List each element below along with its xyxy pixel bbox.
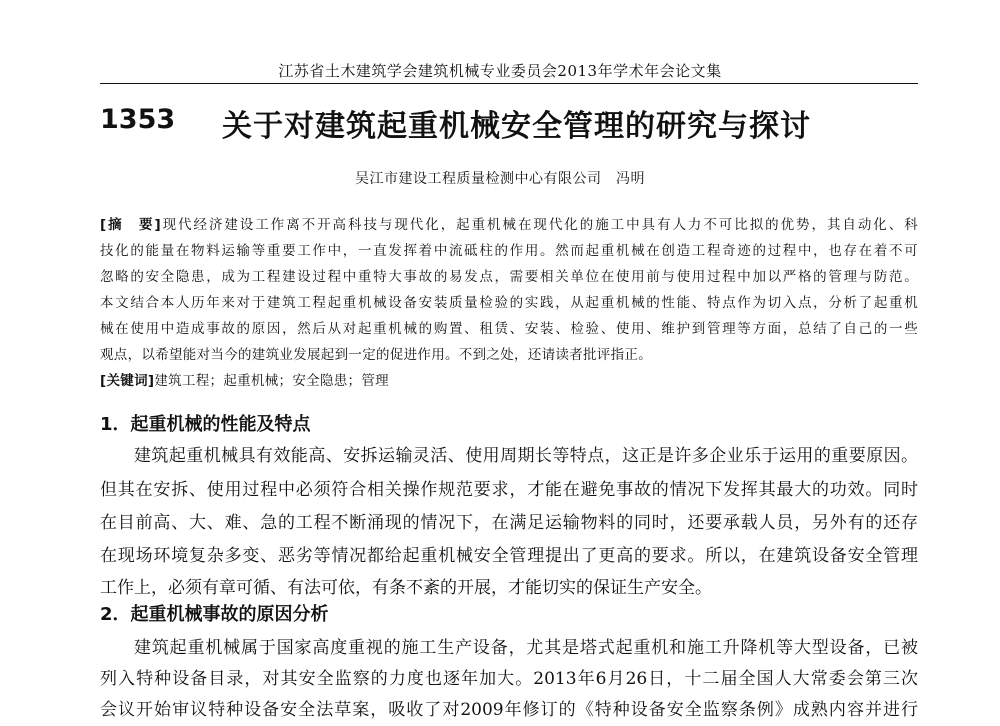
author-line [0,168,1000,188]
body-line: 在现场环境复杂多变、恶劣等情况都给起重机械安全管理提出了更高的要求。所以，在建筑设备安全管理 [100,546,918,566]
keywords-text: 建筑工程；起重机械；安全隐患；管理 [154,373,389,389]
abstract-label: [摘 要] [100,217,161,233]
body-line: 列入特种设备目录，对其安全监察的力度也逐年加大。2013年6月26日，十二届全国人大常委会第三次 [100,669,918,689]
abstract-line: 本文结合本人历年来对于建筑工程起重机械设备安装质量检验的实践，从起重机械的性能、特点作为切入点，分析了起重机 [100,295,918,311]
body-line: 建筑起重机械属于国家高度重视的施工生产设备，尤其是塔式起重机和施工升降机等大型设备，已被 [134,638,918,658]
body-line: 在目前高、大、难、急的工程不断涌现的情况下，在满足运输物料的同时，还要承载人员，另外有的还存 [100,513,918,533]
keywords-line [100,369,918,389]
body-line: 会议开始审议特种设备安全法草案，吸收了对2009年修订的《特种设备安全监察条例》成熟内容并进行 [100,700,918,720]
running-header: 江苏省土木建筑学会建筑机械专业委员会2013年学术年会论文集 [278,62,722,80]
abstract-line: 技化的能量在物料运输等重要工作中，一直发挥着中流砥柱的作用。然而起重机械在创造工程奇迹的过程中，也存在着不可 [100,243,918,259]
abstract-line: 忽略的安全隐患，成为工程建设过程中重特大事故的易发点，需要相关单位在使用前与使用过程中加以严格的管理与防范。 [100,269,918,285]
affiliation: 吴江市建设工程质量检测中心有限公司 [355,171,602,187]
abstract-line: 观点，以希望能对当今的建筑业发展起到一定的促进作用。不到之处，还请读者批评指正。 [100,347,652,363]
author-name: 冯明 [616,171,645,187]
keywords-label: [关键词] [100,373,155,389]
body-line: 建筑起重机械具有效能高、安拆运输灵活、使用周期长等特点，这正是许多企业乐于运用的重要原因。 [134,446,918,466]
abstract-line: 械在使用中造成事故的原因，然后从对起重机械的购置、租赁、安装、检验、使用、维护到管理等方面，总结了自己的一些 [100,321,918,337]
header-rule [100,83,918,84]
section-heading: 2．起重机械事故的原因分析 [100,604,329,625]
paper-title: 关于对建筑起重机械安全管理的研究与探讨 [222,109,811,144]
paper-number: 1353 [100,104,176,135]
abstract-line [100,213,918,233]
section-heading: 1．起重机械的性能及特点 [100,414,311,435]
body-line: 但其在安拆、使用过程中必须符合相关操作规范要求，才能在避免事故的情况下发挥其最大的功效。同时 [100,480,918,500]
abstract-text: 现代经济建设工作离不开高科技与现代化，起重机械在现代化的施工中具有人力不可比拟的优势，其自动化、科 [160,217,919,233]
body-line: 工作上，必须有章可循、有法可依，有条不紊的开展，才能切实的保证生产安全。 [100,578,712,598]
